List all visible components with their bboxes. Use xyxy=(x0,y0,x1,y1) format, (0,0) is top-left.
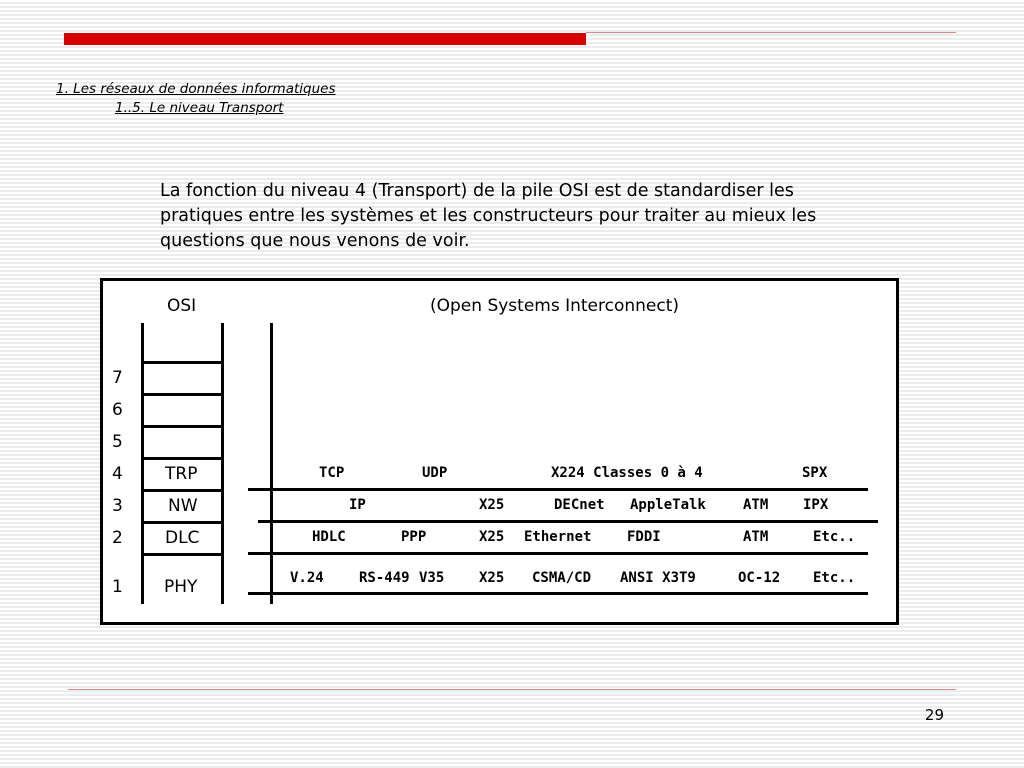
layer-name-network: NW xyxy=(168,496,198,516)
layer-number: 6 xyxy=(112,400,123,420)
osi-diagram xyxy=(100,278,899,625)
osi-title: OSI xyxy=(167,296,197,316)
protocol-transport: UDP xyxy=(422,465,448,481)
row-separator xyxy=(248,592,868,595)
row-separator xyxy=(248,488,868,491)
protocol-network: X25 xyxy=(479,497,505,513)
layer-name-physical: PHY xyxy=(164,577,198,597)
breadcrumb-section: 1. Les réseaux de données informatiques xyxy=(56,81,336,97)
layer-number: 3 xyxy=(112,496,123,516)
protocol-physical: CSMA/CD xyxy=(532,570,592,586)
protocol-physical: V.24 xyxy=(290,570,324,586)
layer-name-transport: TRP xyxy=(165,464,198,484)
layer-number: 4 xyxy=(112,464,123,484)
layer-number: 7 xyxy=(112,368,123,388)
protocol-datalink: FDDI xyxy=(627,529,661,545)
protocol-network: ATM xyxy=(743,497,769,513)
header-rule xyxy=(586,32,956,33)
protocol-physical: OC-12 xyxy=(738,570,781,586)
protocol-physical: Etc.. xyxy=(813,570,856,586)
protocol-physical: RS-449 xyxy=(359,570,410,586)
stack-divider xyxy=(141,457,224,460)
layer-number: 1 xyxy=(112,577,123,597)
layer-name-datalink: DLC xyxy=(165,528,200,548)
protocol-network: AppleTalk xyxy=(630,497,706,513)
protocol-datalink: ATM xyxy=(743,529,769,545)
stack-left-line xyxy=(141,323,144,604)
protocol-network: IP xyxy=(349,497,366,513)
protocol-transport: TCP xyxy=(319,465,345,481)
footer-rule xyxy=(68,689,956,690)
protocol-datalink: X25 xyxy=(479,529,505,545)
protocol-network: DECnet xyxy=(554,497,605,513)
row-separator xyxy=(248,552,868,555)
protocol-datalink: HDLC xyxy=(312,529,346,545)
protocol-physical: V35 xyxy=(419,570,445,586)
protocol-transport: X224 Classes 0 à 4 xyxy=(551,465,703,481)
protocol-datalink: Etc.. xyxy=(813,529,856,545)
protocol-datalink: PPP xyxy=(401,529,427,545)
layer-number: 5 xyxy=(112,432,123,452)
protocol-datalink: Ethernet xyxy=(524,529,592,545)
stack-divider xyxy=(141,425,224,428)
stack-divider xyxy=(141,361,224,364)
intro-paragraph: La fonction du niveau 4 (Transport) de la pile OSI est de standardiser les pratiques entre les systèmes et les constructeurs pour traiter au mieux les questions que nous venons de voir. xyxy=(160,181,817,251)
layer-number: 2 xyxy=(112,528,123,548)
header-red-bar xyxy=(64,33,586,45)
protocol-physical: ANSI X3T9 xyxy=(620,570,696,586)
protocol-area-line xyxy=(270,323,273,604)
stack-divider xyxy=(141,393,224,396)
breadcrumb-subsection: 1..5. Le niveau Transport xyxy=(115,100,284,116)
osi-subtitle: (Open Systems Interconnect) xyxy=(430,296,680,316)
stack-right-line xyxy=(221,323,224,604)
stack-divider xyxy=(141,521,224,524)
stack-divider xyxy=(141,553,224,556)
protocol-physical: X25 xyxy=(479,570,505,586)
protocol-transport: SPX xyxy=(802,465,828,481)
row-separator xyxy=(258,520,878,523)
page-number: 29 xyxy=(924,706,944,724)
protocol-network: IPX xyxy=(803,497,829,513)
stack-divider xyxy=(141,489,224,492)
